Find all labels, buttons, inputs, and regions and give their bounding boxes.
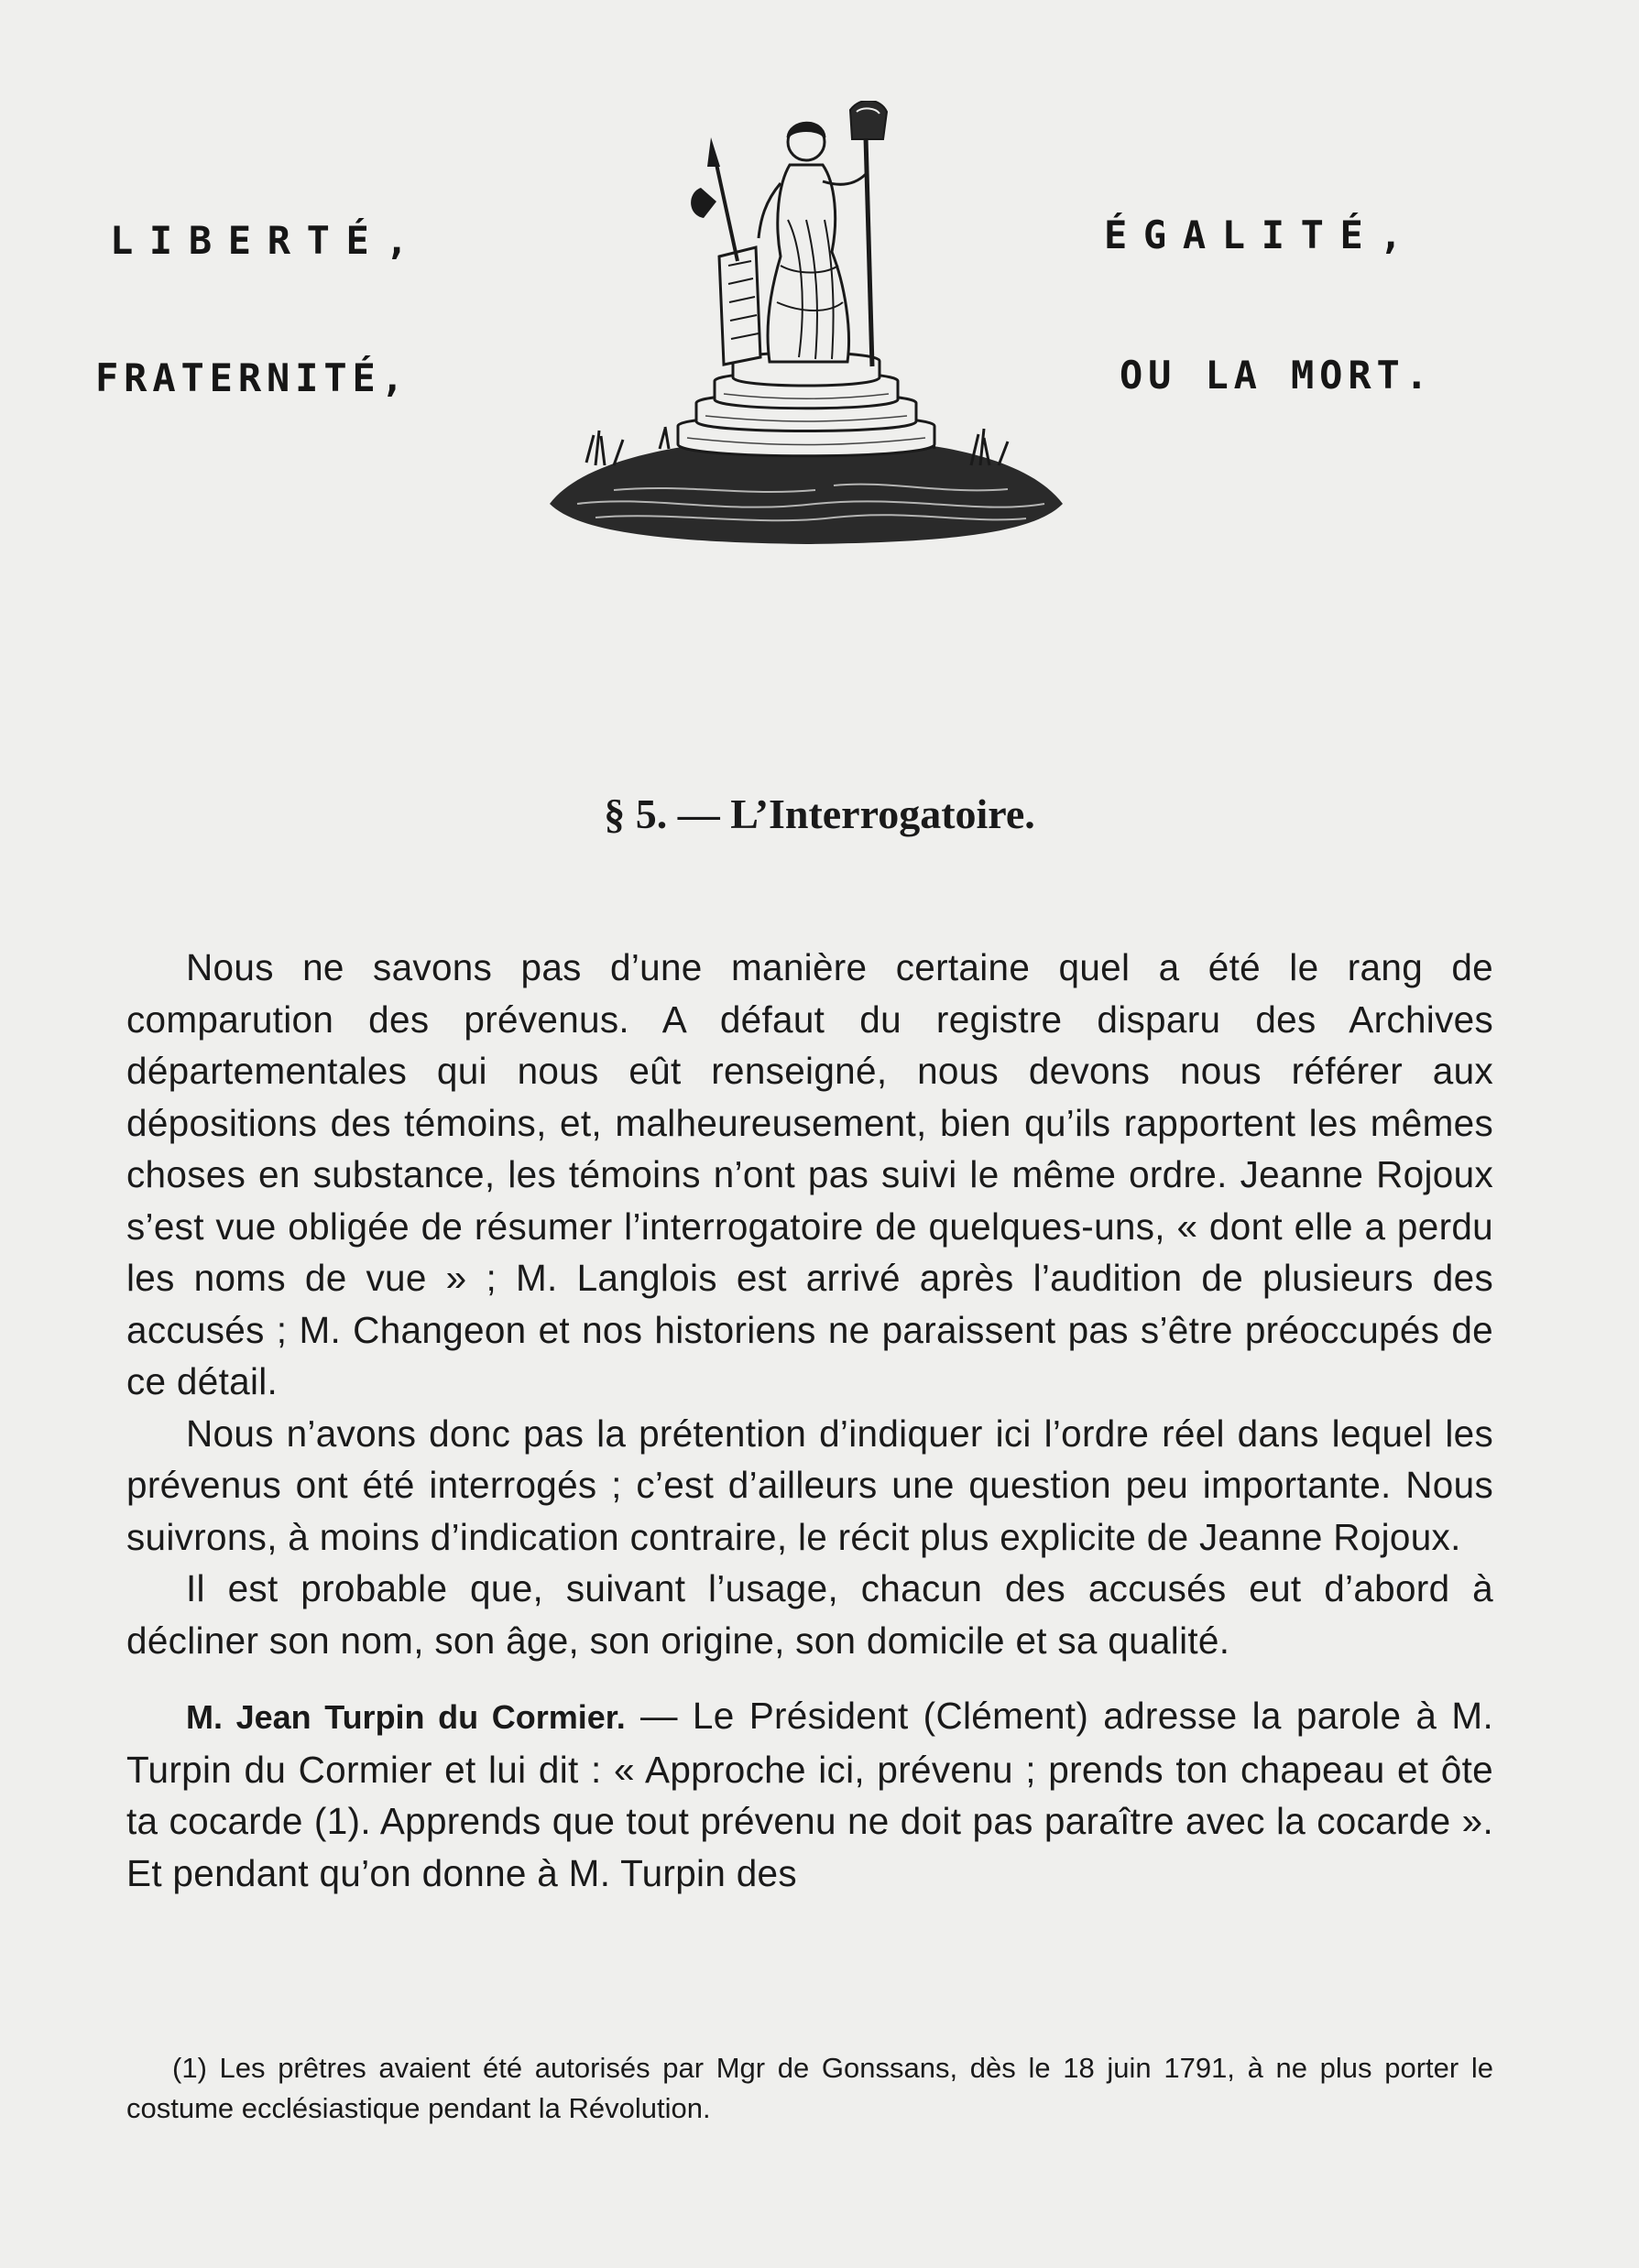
paragraph-1: Nous ne savons pas d’une manière certaine quel a été le rang de comparution des prévenus. A défaut du registre disparu des Archives départementales qui nous eût renseigné, nous devons nous référer aux dépositions des témoins, et, malheureusement, bien qu’ils rapportent les mêmes choses en substance, les témoins n’ont pas suivi le même ordre. Jeanne Rojoux s’est vue obligée de résumer l’interrogatoire de quelques-uns, « dont elle a perdu les noms de vue » ; M. Langlois est arrivé après l’audition de plusieurs des accusés ; M. Changeon et nos historiens ne paraissent pas s’être préoccupés de ce détail. (126, 946, 1493, 1402)
paragraph-3: Il est probable que, suivant l’usage, chacun des accusés eut d’abord à décliner son nom, son âge, son origine, son domicile et sa qualité. (126, 1567, 1493, 1662)
paragraph-2: Nous n’avons donc pas la prétention d’indiquer ici l’ordre réel dans lequel les prévenus ont été interrogés ; c’est d’ailleurs une question peu importante. Nous suivrons, à moins d’indication contraire, le récit plus explicite de Jeanne Rojoux. (126, 1412, 1493, 1558)
motto-ou-la-mort: OU LA MORT. (1120, 353, 1434, 398)
turpin-text: — Le Président (Clément) adresse la parole à M. Turpin du Cormier et lui dit : « Approche ici, prévenu ; prends ton chapeau et ôte ta cocarde (1). Apprends que tout prévenu ne doit pas paraître avec la cocarde ». Et pendant qu’on donne à M. Turpin des (126, 1695, 1494, 1894)
section-heading: § 5. — L’Interrogatoire. (604, 791, 1035, 837)
footnote: (1) Les prêtres avaient été autorisés par Mgr de Gonssans, dès le 18 juin 1791, à ne plus porter le costume ecclésiastique pendant la Révolution. (126, 2052, 1493, 2124)
paragraph-turpin (126, 1690, 1493, 1899)
motto-liberte: LIBERTÉ, (110, 218, 425, 263)
turpin-lead: M. Jean Turpin du Cormier. (186, 1698, 626, 1736)
liberty-statue-engraving (541, 101, 1072, 559)
body-text (126, 942, 1493, 1899)
motto-fraternite: FRATERNITÉ, (95, 355, 410, 400)
motto-egalite: ÉGALITÉ, (1104, 213, 1419, 257)
